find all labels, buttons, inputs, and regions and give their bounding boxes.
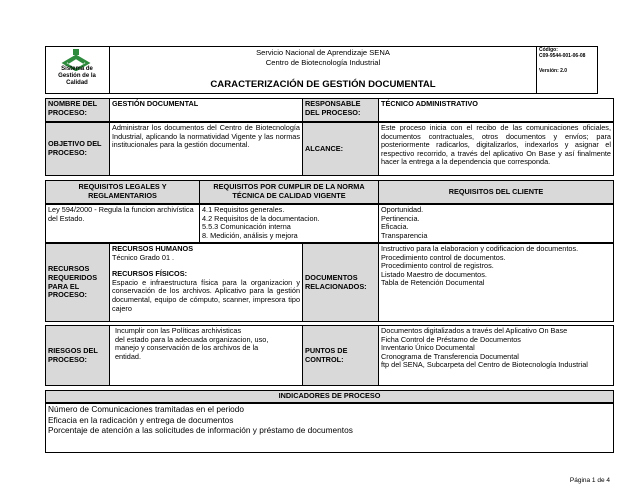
nombre-value: GESTIÓN DOCUMENTAL bbox=[109, 98, 303, 122]
requisitos-legales-header: REQUISITOS LEGALES Y REGLAMENTARIOS bbox=[45, 180, 200, 204]
objetivo-value: Administrar los documentos del Centro de Biotecnología Industrial, aplicando la normatividad Vigente y las normas institucionales para la gestión documental. bbox=[109, 122, 303, 176]
list-item: Eficacia. bbox=[381, 222, 409, 232]
list-item: entidad. bbox=[115, 351, 141, 361]
alcance-value: Este proceso inicia con el recibo de las comunicaciones oficiales, documentos contractuales, otros documentos y envíos; para posteriormente radicarlos, digitalizarlos, indexarlos y asignar el respectivo recorrido, a través del aplicativo On Base y así finalmente hacer la entrega a la dependencia que corresponda. bbox=[378, 122, 614, 176]
nombre-label: NOMBRE DEL PROCESO: bbox=[45, 98, 110, 122]
requisitos-calidad-header: REQUISITOS POR CUMPLIR DE LA NORMA TÉCNICA DE CALIDAD VIGENTE bbox=[199, 180, 379, 204]
indicadores-list bbox=[45, 403, 614, 453]
list-item: Procedimiento control de registros. bbox=[381, 261, 494, 271]
logo-caption: Sistema de Gestión de la Calidad bbox=[58, 66, 96, 86]
list-item: 4.1 Requisitos generales. bbox=[202, 205, 285, 214]
list-item: Pertinencia. bbox=[381, 213, 420, 223]
objetivo-label: OBJETIVO DEL PROCESO: bbox=[45, 122, 110, 176]
requisitos-cliente-header: REQUISITOS DEL CLIENTE bbox=[378, 180, 614, 204]
list-item: Procedimiento control de documentos. bbox=[381, 252, 506, 262]
list-item: Listado Maestro de documentos. bbox=[381, 269, 487, 279]
header-divider-right bbox=[536, 46, 537, 94]
puntos-control-list bbox=[378, 325, 614, 386]
list-item: Porcentaje de atención a las solicitudes de información y préstamo de documentos bbox=[48, 425, 353, 436]
list-item: Cronograma de Transferencia Documental bbox=[381, 351, 519, 361]
list-item: Ficha Control de Préstamo de Documentos bbox=[381, 334, 521, 344]
list-item: Eficacia en la radicación y entrega de documentos bbox=[48, 414, 234, 425]
responsable-value: TÉCNICO ADMINISTRATIVO bbox=[378, 98, 614, 122]
documentos-list bbox=[378, 243, 614, 322]
riesgos-label: RIESGOS DEL PROCESO: bbox=[45, 325, 110, 386]
recursos-label: RECURSOS REQUERIDOS PARA EL PROCESO: bbox=[45, 243, 110, 322]
requisitos-calidad-list bbox=[199, 204, 379, 243]
recursos-fisicos-text: Espacio e infraestructura física para la organizacion y conservación de los archivos. Aplicativo para la gestión documental, equipo de cómputo, scanner, impresora tipo cajero bbox=[112, 277, 300, 313]
recursos-fisicos-title: RECURSOS FÍSICOS: bbox=[112, 269, 188, 279]
version-block: Versión: 2.0 bbox=[539, 68, 568, 74]
document-title: CARACTERIZACIÓN DE GESTIÓN DOCUMENTAL bbox=[210, 79, 436, 90]
recursos-humanos-text: Técnico Grado 01 . bbox=[112, 252, 175, 262]
list-item: Instructivo para la elaboracion y codificacion de documentos. bbox=[381, 244, 579, 253]
list-item: 4.2 Requisitos de la documentacion. bbox=[202, 213, 320, 223]
documentos-label: DOCUMENTOS RELACIONADOS: bbox=[302, 243, 379, 322]
list-item: Oportunidad. bbox=[381, 205, 424, 214]
recursos-humanos-title: RECURSOS HUMANOS bbox=[112, 244, 194, 253]
puntos-control-label: PUNTOS DE CONTROL: bbox=[302, 325, 379, 386]
list-item: 8. Medición, análisis y mejora bbox=[202, 230, 298, 240]
list-item: Transparencia bbox=[381, 230, 428, 240]
riesgos-list bbox=[109, 325, 303, 386]
page-number: Página 1 de 4 bbox=[569, 477, 610, 484]
list-item: 5.5.3 Comunicación interna bbox=[202, 222, 291, 232]
list-item: ftp del SENA, Subcarpeta del Centro de Biotecnología Industrial bbox=[381, 360, 588, 370]
list-item: Tabla de Retención Documental bbox=[381, 278, 485, 288]
alcance-label: ALCANCE: bbox=[302, 122, 379, 176]
recursos-content bbox=[109, 243, 303, 322]
list-item: del estado para la adecuada organizacion, uso, bbox=[115, 334, 269, 344]
list-item: manejo y conservación de los archivos de la bbox=[115, 343, 259, 353]
list-item: Inventario Único Documental bbox=[381, 343, 475, 353]
list-item: Número de Comunicaciones tramitadas en el periodo bbox=[48, 404, 245, 414]
org-name: Servicio Nacional de Aprendizaje SENA Centro de Biotecnología Industrial bbox=[256, 48, 390, 67]
indicadores-header: INDICADORES DE PROCESO bbox=[45, 390, 614, 403]
requisitos-legales-text: Ley 594/2000 - Regula la funcion archivística del Estado. bbox=[45, 204, 200, 243]
requisitos-cliente-list bbox=[378, 204, 614, 243]
code-block: Código: C09-9544-001-06-08 bbox=[539, 47, 586, 59]
responsable-label: RESPONSABLE DEL PROCESO: bbox=[302, 98, 379, 122]
list-item: Documentos digitalizados a través del Aplicativo On Base bbox=[381, 326, 568, 335]
list-item: Incumplir con las Políticas archivisticas bbox=[115, 326, 242, 335]
